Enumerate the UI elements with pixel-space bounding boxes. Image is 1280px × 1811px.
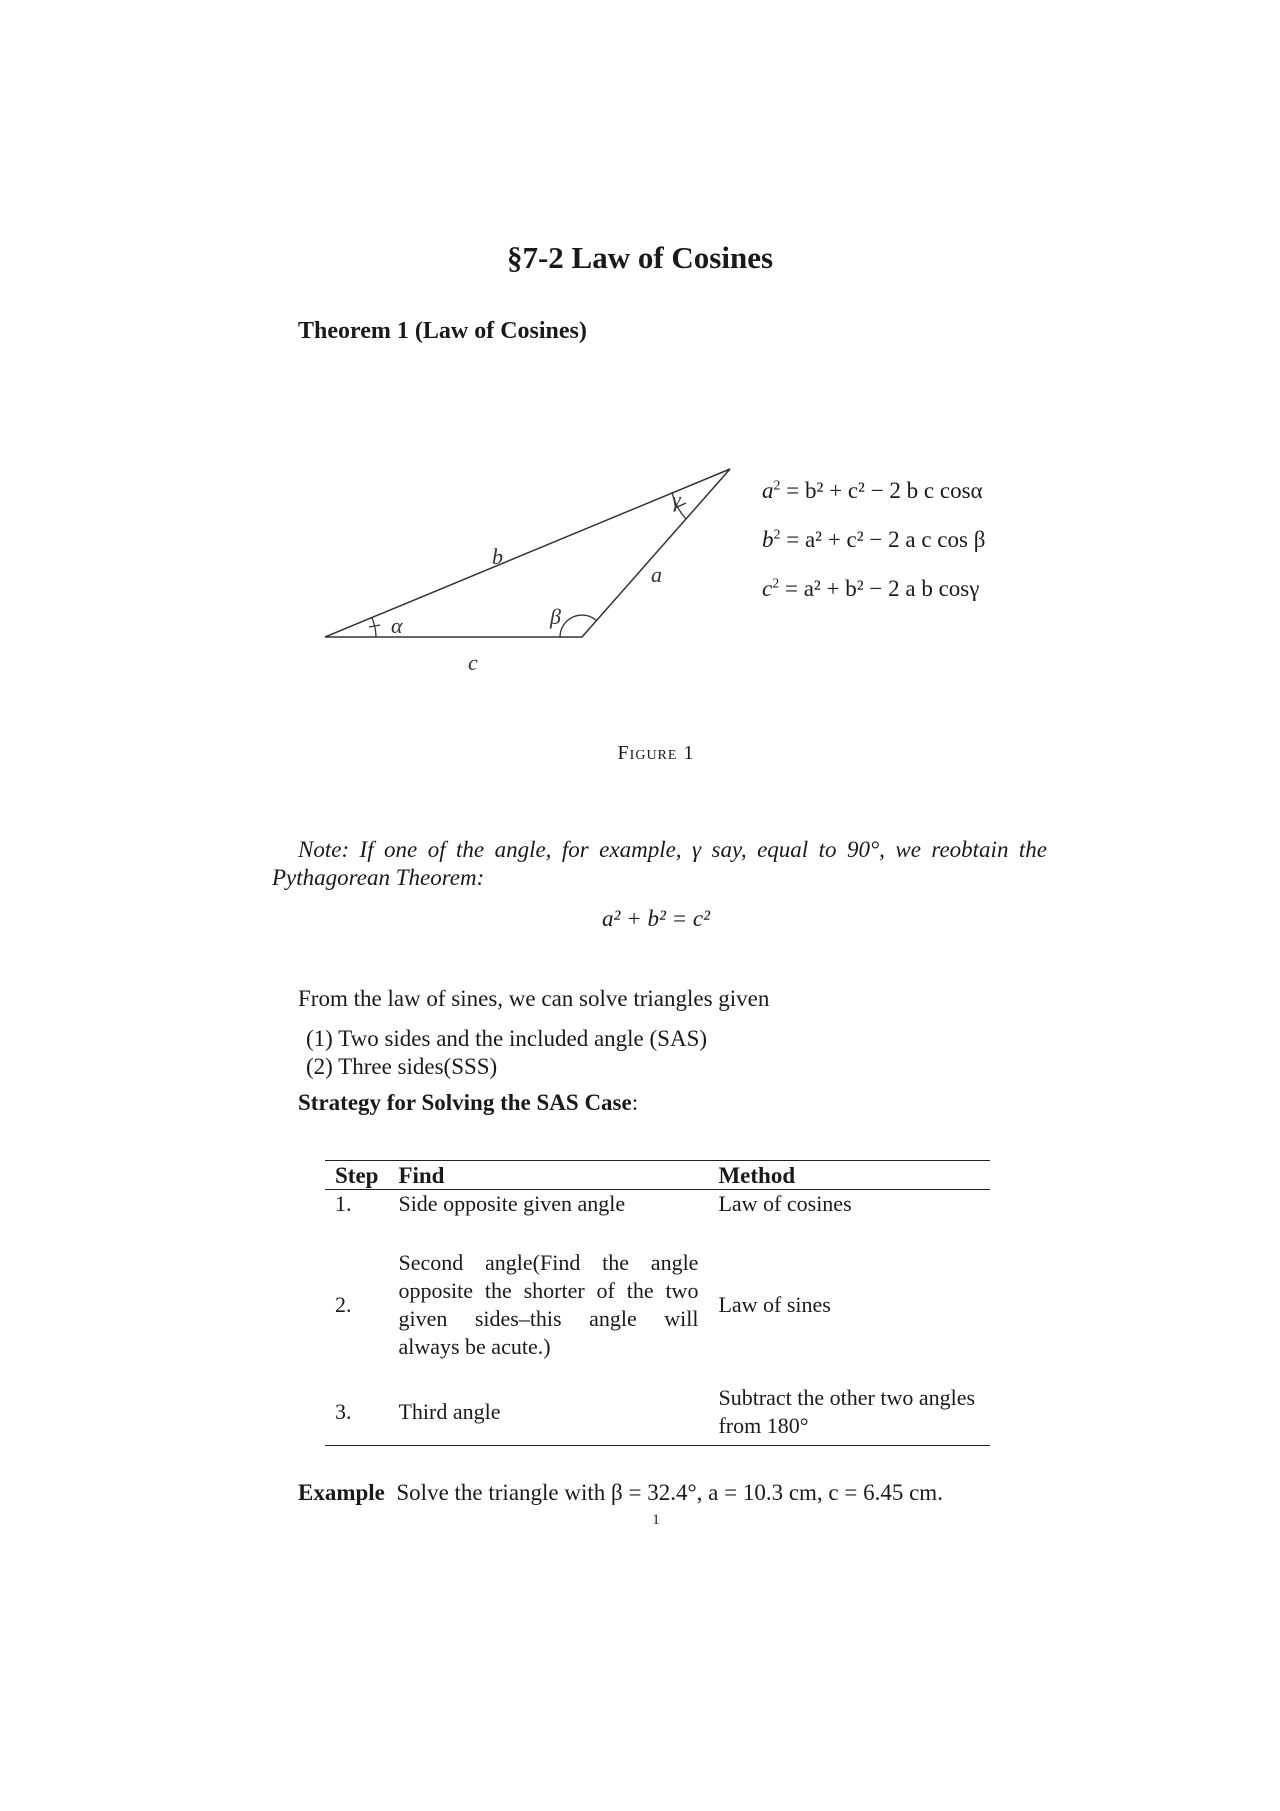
label-beta: β [550, 604, 561, 629]
header-find: Find [398, 1163, 445, 1188]
label-c: c [468, 650, 478, 675]
triangle-figure [0, 0, 1280, 720]
label-a: a [651, 562, 662, 587]
strategy-heading: Strategy for Solving the SAS Case: [298, 1090, 639, 1115]
case-item: (2) Three sides(SSS) [306, 1054, 498, 1079]
equation-c: $c^2 = a^2 + b^2 - 2$ a b cosγ [762, 576, 980, 601]
label-b: b [492, 544, 503, 569]
strategy-table [325, 1160, 990, 1446]
label-gamma: γ [672, 487, 681, 512]
equation-b: $b^2 = a^2 + c^2 - 2$ a c cos β [762, 527, 986, 552]
label-alpha: α [391, 613, 403, 638]
figure-caption: Figure 1 [617, 742, 695, 764]
table-row: 2. Second angle(Find the angle opposite the shorter of the two given sides–this angle will always be acute.) Law of sines [335, 1249, 831, 1359]
table-row: 3. Third angle Subtract the other two angles from 180° [325, 1380, 990, 1446]
theorem-heading: Theorem 1 (Law of Cosines) [298, 318, 587, 344]
header-method: Method [718, 1163, 796, 1188]
example-line: Example Solve the triangle with β = 32.4°, a = 10.3 cm, c = 6.45 cm. [298, 1480, 943, 1505]
case-item: (1) Two sides and the included angle (SAS) [306, 1026, 708, 1051]
pythagorean-equation: a² + b² = c² [602, 906, 710, 931]
intro-text: From the law of sines, we can solve triangles given [298, 986, 770, 1011]
table-row: 1. Side opposite given angle Law of cosines [335, 1191, 852, 1216]
page-number: 1 [652, 1512, 660, 1528]
equation-a: $a^2 = b^2 + c^2 - 2$ b c cosα [762, 478, 983, 503]
page-title: §7-2 Law of Cosines [506, 240, 774, 275]
triangle-outline [325, 469, 730, 637]
header-step: Step [335, 1163, 379, 1188]
alpha-arc [372, 618, 376, 637]
note-paragraph: Note: If one of the angle, for example, γ say, equal to 90°, we reobtain the Pythagorean Theorem: [272, 837, 1047, 890]
